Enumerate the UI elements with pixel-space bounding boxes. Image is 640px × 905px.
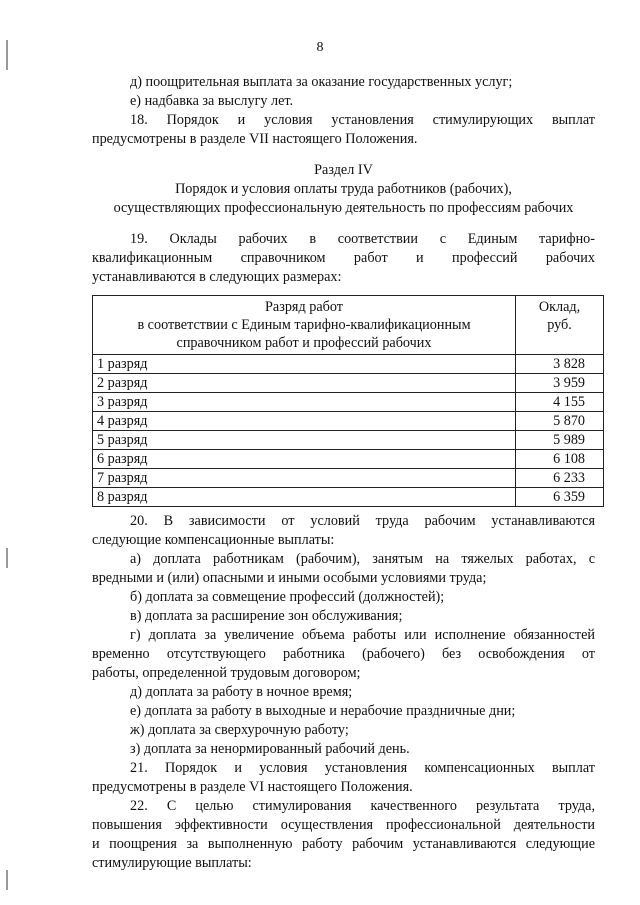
margin-mark [6,548,8,568]
header-pay: Оклад, руб. [516,296,604,355]
pay-cell: 5 870 [516,412,604,431]
item-20v: в) доплата за расширение зон обслуживания; [130,608,403,624]
paragraph-22-line3: и поощрения за выполненную работу рабочим устанавливаются следующие [92,836,595,852]
grade-cell: 7 разряд [93,469,516,488]
table-row [93,374,604,393]
section-label: Раздел IV [314,162,373,178]
section-title-line2: осуществляющих профессиональную деятельность по профессиям рабочих [113,200,574,216]
pay-cell: 3 959 [516,374,604,393]
item-20g-line3: работы, определенной трудовым договором; [92,665,361,681]
grade-cell: 6 разряд [93,450,516,469]
paragraph-22: 22. С целью стимулирования качественного результата труда, [130,798,595,814]
margin-mark [6,870,8,890]
paragraph-21-line2: предусмотрены в разделе VI настоящего Положения. [92,779,413,795]
paragraph-22-line2: повышения эффективности осуществления профессиональной деятельности [92,817,595,833]
pay-cell: 6 359 [516,488,604,507]
list-item-d: д) поощрительная выплата за оказание государственных услуг; [130,74,513,90]
grade-cell: 5 разряд [93,431,516,450]
page-number: 8 [316,40,324,55]
paragraph-19: 19. Оклады рабочих в соответствии с Единым тарифно- [130,231,595,247]
paragraph-19-line3: устанавливаются в следующих размерах: [92,269,342,285]
item-20b: б) доплата за совмещение профессий (должностей); [130,589,445,605]
pay-cell: 3 828 [516,355,604,374]
item-20g-line2: временно отсутствующего работника (рабочего) без освобождения от [92,646,595,662]
item-20d: д) доплата за работу в ночное время; [130,684,353,700]
grade-cell: 2 разряд [93,374,516,393]
table-row [93,355,604,374]
table-row [93,412,604,431]
grade-cell: 3 разряд [93,393,516,412]
table-row [93,469,604,488]
paragraph-20: 20. В зависимости от условий труда рабочим устанавливаются [130,513,595,529]
pay-cell: 5 989 [516,431,604,450]
table-header-row [93,296,604,355]
item-20a-line2: вредными и (или) опасными и иными особыми условиями труда; [92,570,487,586]
section-title-line1: Порядок и условия оплаты труда работников (рабочих), [175,181,512,197]
grades-table [92,295,604,507]
grade-cell: 4 разряд [93,412,516,431]
table-row [93,393,604,412]
paragraph-22-line4: стимулирующие выплаты: [92,855,252,871]
item-20zh: ж) доплата за сверхурочную работу; [130,722,349,738]
grade-cell: 8 разряд [93,488,516,507]
item-20e: е) доплата за работу в выходные и нерабочие праздничные дни; [130,703,516,719]
paragraph-18: 18. Порядок и условия установления стимулирующих выплат [130,112,595,128]
item-20g: г) доплата за увеличение объема работы или исполнение обязанностей [130,627,595,643]
pay-cell: 6 108 [516,450,604,469]
item-20z: з) доплата за ненормированный рабочий день. [130,741,410,757]
pay-cell: 6 233 [516,469,604,488]
table-row [93,431,604,450]
list-item-e: е) надбавка за выслугу лет. [130,93,294,109]
header-grade: Разряд работ в соответствии с Единым тарифно-квалификационным справочником работ и профессий рабочих [93,296,516,355]
paragraph-20-line2: следующие компенсационные выплаты: [92,532,335,548]
table-row [93,488,604,507]
grade-cell: 1 разряд [93,355,516,374]
paragraph-19-line2: квалификационным справочником работ и профессий рабочих [92,250,595,266]
pay-cell: 4 155 [516,393,604,412]
table-row [93,450,604,469]
paragraph-18-cont: предусмотрены в разделе VII настоящего Положения. [92,131,418,147]
paragraph-21: 21. Порядок и условия установления компенсационных выплат [130,760,595,776]
item-20a: а) доплата работникам (рабочим), занятым на тяжелых работах, с [130,551,595,567]
